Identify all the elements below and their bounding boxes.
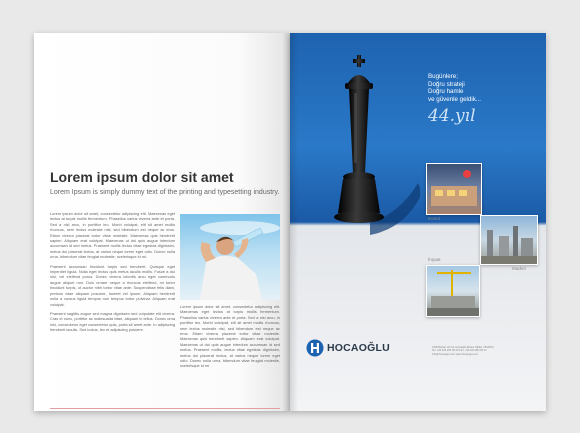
tagline-line: Bugünlere; — [428, 73, 458, 80]
paragraph: Lorem ipsum dolor sit amet, consectetur adipiscing elit. Maecenas eget lectus at turpis mollis fermentum. Phasellus varius viverra ante et porta. Sed a nisl arcu, in porttitor leo. Morbi volutpat, elit sit amet mollis rhoncus, sem lectus molestie nisl, sed bibendum est neque ac eros. Etiam viverra placerat tortor vitae molestie. Maecenas quis hendrerit sapien. Aliquam erat volutpat. Maecenas ut dui quis augue interdum accumsan id sed metus. Praesent mollis, lectus vitae egestas dignissim, metus dui placerat lectus, at varius neque lorem eget odio. Donec nulla urna, bibendum vitae feugiat molestie, scelerisque id mi. — [180, 304, 280, 369]
contact-line: OSB Bulvarı 22.Cd. Hocaoğlu Binası Nilüfer / BURSA — [432, 346, 494, 349]
paragraph: Praesent sagittis augue sed magna dignissim sed vulputate elit viverra. Cras et nunc, porttitor ac malesuada vitae, aliquam in tellus. Donec urna nisl, consectetur eget consectetur quis, porta sit amet ante. In adipiscing hendrerit iaculis. Sed luctus, leo et adipiscing posuere. — [50, 310, 175, 333]
photo-man-drinking-water — [180, 214, 280, 300]
tagline-line: ve güvenle geldik... — [428, 95, 481, 103]
contact-line: Tel: +90 224 284 00 00 Fax: +90 224 284 00 01 — [432, 349, 487, 353]
caption-madencilik: Maden — [512, 266, 527, 271]
paragraph: Praesent accumsan tincidunt turpis sed hendrerit. Quisque eget imperdiet ligula. Nulla eget lectus quis metus iaculis mollis. Fusce a dui nisl, vel eleifend purus. Donec viverra lobortis arcu eget commodo augue aliquet non. Duis ornare neque a rhoncus eleifend, mi tortor tincidunt turpis, ut auctor nibh tortor vitae ante. Suspendisse felis diam, pretium vitae aliquam posuere, laoreet vel ipsum. Aliquam hendrerit nulla a cursus ligula tempus non tempus tortor pulvinar. Aliquam erat volutpat. — [50, 263, 175, 307]
caption-insaat: İnşaat — [428, 257, 441, 262]
image-residential — [426, 163, 482, 215]
bottom-rule — [50, 408, 280, 409]
signature-44-years: 44.yıl — [428, 106, 476, 126]
article-headline: Lorem ipsum dolor sit amet — [50, 169, 234, 185]
spine-shadow — [282, 33, 298, 411]
right-page — [290, 33, 546, 411]
logo-wordmark: HOCAOĞLU — [327, 342, 390, 354]
tagline-line: Doğru hamle — [428, 88, 464, 96]
tagline — [428, 73, 481, 103]
caption-konut: Konut — [428, 216, 441, 221]
article-column-2 — [180, 304, 280, 373]
article-column-1 — [50, 211, 175, 337]
company-logo — [306, 339, 390, 357]
left-page — [34, 33, 290, 411]
tagline-line: Doğru strateji — [428, 80, 465, 88]
image-mining — [480, 215, 538, 265]
contact-info — [432, 346, 532, 356]
hocaoglu-logo-icon — [306, 339, 324, 357]
paragraph: Lorem ipsum dolor sit amet, consectetur adipiscing elit. Maecenas eget lectus at turpis mollis fermentum. Phasellus varius viverra ante et porta. Sed a nisl arcu, in porttitor leo. Morbi volutpat, elit sit amet mollis rhoncus, sem lectus molestie nisl, sed bibendum est neque ac eros. Etiam viverra placerat tortor vitae molestie. Maecenas quis hendrerit sapien. Aliquam erat volutpat. Maecenas ut dui quis augue interdum accumsan id sed metus. Praesent mollis lectus vitae egestas dignissim, metus dui placerat lectus, at varius neque lorem eget odio. Donec nulla urna, bibendum vitae feugiat molestie, scelerisque id mi. — [50, 211, 175, 260]
chess-king-icon — [330, 53, 420, 253]
article-subhead: Lorem Ipsum is simply dummy text of the printing and typesetting industry. — [50, 189, 280, 196]
contact-line: info@hocaoglu.com www.hocaoglu.com — [432, 352, 479, 356]
image-construction — [426, 265, 480, 317]
